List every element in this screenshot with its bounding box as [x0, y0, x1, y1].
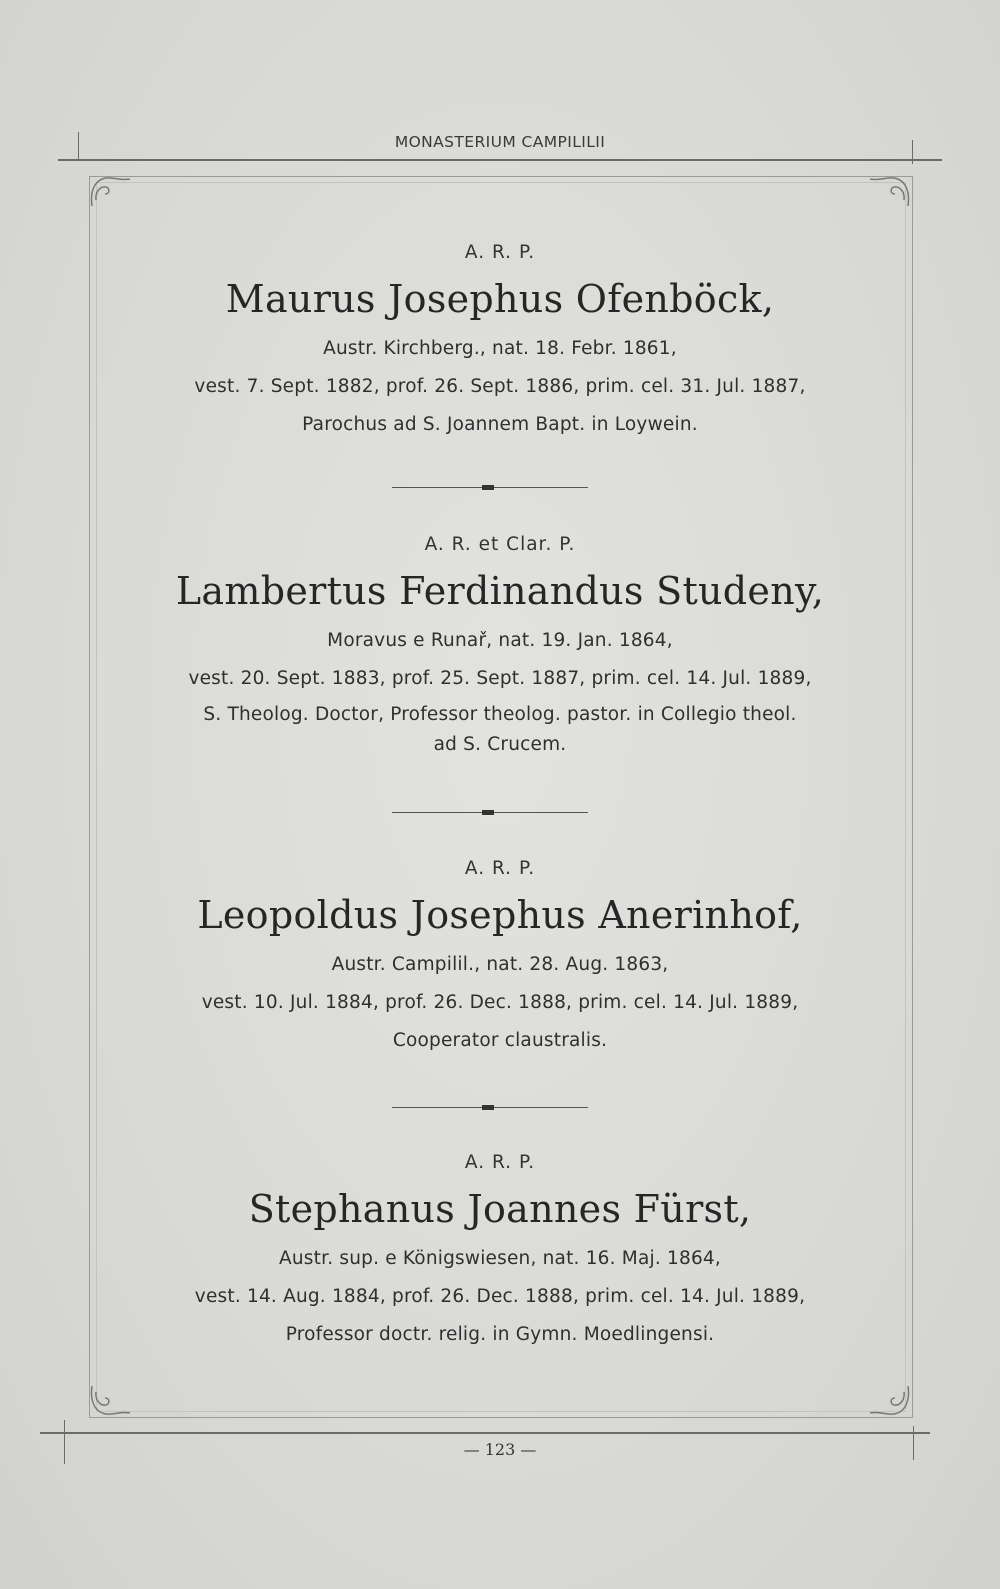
entry-birth: Moravus e Runař, nat. 19. Jan. 1864, [327, 630, 673, 651]
ornamental-rule-icon [392, 484, 588, 492]
entry-office: Professor doctr. relig. in Gymn. Moedlingensi. [285, 1324, 715, 1345]
entry-name: Maurus Josephus Ofenböck, [225, 277, 775, 321]
entry-office: Parochus ad S. Joannem Bapt. in Loywein. [302, 414, 698, 435]
entry-birth: Austr. sup. e Königswiesen, nat. 16. Maj. 1864, [279, 1248, 721, 1269]
entry-honorific: A. R. et Clar. P. [424, 534, 576, 555]
entry-office-continued: ad S. Crucem. [433, 734, 567, 755]
entry-birth: Austr. Campilil., nat. 28. Aug. 1863, [331, 954, 669, 975]
entry-office: S. Theolog. Doctor, Professor theolog. pastor. in Collegio theol. [203, 704, 797, 725]
running-title: MONASTERIUM CAMPILILII [394, 133, 606, 151]
entry-office: Cooperator claustralis. [392, 1030, 608, 1051]
ornamental-rule-icon [392, 809, 588, 817]
entry-name: Leopoldus Josephus Anerinhof, [197, 893, 803, 937]
header-rule-tick-right [912, 140, 913, 164]
footer-rule [40, 1432, 930, 1434]
entry-name: Stephanus Joannes Fürst, [248, 1187, 752, 1231]
entry-dates: vest. 20. Sept. 1883, prof. 25. Sept. 1887, prim. cel. 14. Jul. 1889, [188, 668, 812, 689]
entry-honorific: A. R. P. [464, 242, 536, 263]
entry-name: Lambertus Ferdinandus Studeny, [175, 569, 825, 613]
corner-ornament-icon [86, 1380, 134, 1420]
header-rule [58, 159, 942, 161]
biography-entry [100, 854, 900, 1060]
biography-entry [100, 238, 900, 444]
entry-honorific: A. R. P. [464, 1152, 536, 1173]
page-number: — 123 — [463, 1440, 537, 1459]
header-rule-tick-left [78, 132, 79, 160]
corner-ornament-icon [866, 1380, 914, 1420]
entry-dates: vest. 10. Jul. 1884, prof. 26. Dec. 1888, prim. cel. 14. Jul. 1889, [201, 992, 799, 1013]
corner-ornament-icon [86, 172, 134, 212]
entry-honorific: A. R. P. [464, 858, 536, 879]
ornamental-rule-icon [392, 1104, 588, 1112]
entry-birth: Austr. Kirchberg., nat. 18. Febr. 1861, [323, 338, 677, 359]
biography-entry [100, 530, 900, 758]
biography-entry [100, 1148, 900, 1354]
corner-ornament-icon [866, 172, 914, 212]
entry-dates: vest. 7. Sept. 1882, prof. 26. Sept. 1886, prim. cel. 31. Jul. 1887, [194, 376, 806, 397]
entry-dates: vest. 14. Aug. 1884, prof. 26. Dec. 1888, prim. cel. 14. Jul. 1889, [194, 1286, 806, 1307]
